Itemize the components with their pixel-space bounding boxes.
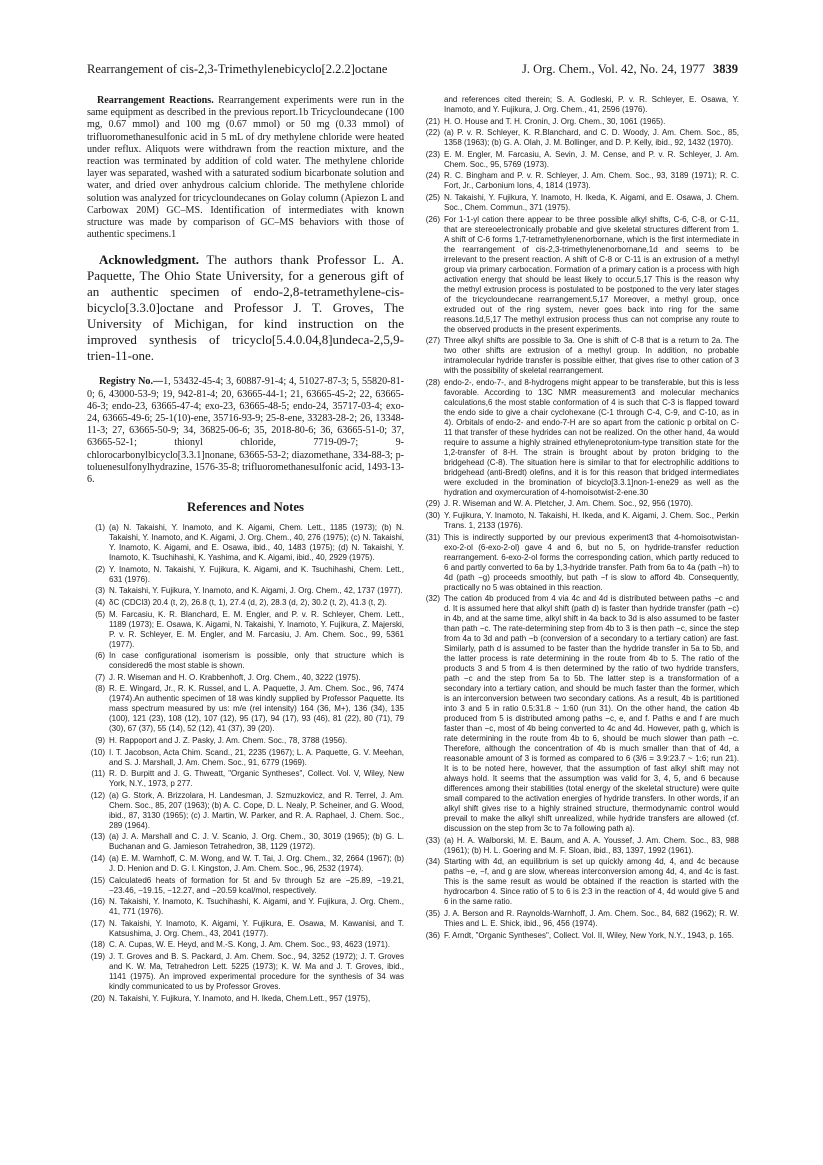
rearrangement-heading: Rearrangement Reactions.: [97, 95, 214, 106]
reference-number: (19): [90, 951, 105, 961]
rearrangement-text: Rearrangement experiments were run in the same equipment as described in the previous report.1b Tricycloundecane (100 mg, 0.67 mmol) and 100 mg (0.67 mmol) or 50 mg (0.33 mmol) of trifluoromethanesulfonic acid in 5 mL of dry methylene chloride were heated under reflux. Aliquots were withdrawn from the reaction mixture, and the reaction was terminated by addition of cold water. The methylene chloride layer was separated, washed with a saturated sodium bicarbonate solution and water, and dried over anhydrous calcium chloride. The methylene chloride solution was analyzed for tricycloundecanes on Golay column (Apiezon L and Carbowax 20M) GC–MS. Identification of intermediates with known structure was made by comparison of GC–MS behaviors with those of authentic specimens.1: [87, 95, 404, 241]
reference-text: H. Rappoport and J. Z. Pasky, J. Am. Chem. Soc., 78, 3788 (1956).: [109, 736, 348, 746]
reference-number: (28): [425, 377, 440, 387]
reference-number: (3): [95, 586, 105, 596]
reference-item: [87, 919, 404, 939]
reference-item: [87, 791, 404, 831]
acknowledgment-heading: Acknowledgment.: [99, 252, 200, 268]
reference-text: Three alkyl shifts are possible to 3a. One is shift of C-8 that is a return to 2a. The two other shifts are extrusion of a methyl group. In addition, no probable intramolecular hydride transfer is possible either, that gives rise to other cation of 3 with the possibility of skeletal rearrangement.: [444, 336, 739, 376]
reference-text: The cation 4b produced from 4 via 4c and 4d is distributed between paths −c and d. It is assumed here that alkyl shift (path d) is faster than hydride transfer (path −c) in 4b, and at the same time, alkyl shift in 4a back to 3d is also assumed to be faster than path −c. The rate-determining step from 4b to 3 is then path −c, since the step from 4a to 3d and path −b (conversion of a secondary to a tertiary cation) are fast. Similarly, path d is assumed to be faster than the hydride transfer in 5a to 5b, and the latter process is rate determining in the route from 4b to 5. The ratio of the products 3 and 5 from 4 is then determined by the ratio of two hydride transfers, path −c and the step from 5a to 5b. The latter step is a transformation of a secondary into a tertiary cation, and should be much faster than the former, which is an interconversion between two secondary cations. As a result, 4b is partitioned into 3 and 5 in ratio 0.5:31.8 ~ 1:60 (run 31). On the other hand, the cation 4b produced from 5 is distributed among paths −c, e, and f. Paths e and f are much faster than −c, most of 4b being converted to 4c and 4d. However, path g, which is rate determining in the route from 4b to 6, should be much slower than path −c. Therefore, although the concentration of 4b is much smaller than that of 4d, a reasonable amount of 3 is formed as compared to 6 (3/6 = 3.9:23.7 ~ 1:6; run 21). It is to be noted here, however, that the assumption of fast alkyl shift may not always hold. It seems that the assumption was valid for 3, 4, 5, and 6 because differences among their stabilities (total energy of the skeletal structure) were quite small compared to the activation energies of hydride transfers. In other words, if an alkyl shift gives rise to a highly strained structure, thermodynamic control would prevail to make the alkyl shift unrealized, while hydride transfers are allowed (cf. discussion on the step from 3c to 7a following path a).: [444, 594, 739, 834]
reference-text: J. T. Groves and B. S. Packard, J. Am. Chem. Soc., 94, 3252 (1972); J. T. Groves and K. W. Ma, Tetrahedron Lett. 5225 (1973); K. W. Ma and J. T. Groves, ibid., 1141 (1975). An improved experimental procedure for the synthesis of 34 was kindly communicated to us by Professor Groves.: [109, 951, 404, 991]
reference-text: Calculated6 heats of formation for 5t and 5v through 5z are −25.89, −19.21, −23.46, −19.15, −12.27, and −20.59 kcal/mol, respectively.: [109, 875, 404, 895]
reference-item: [87, 854, 404, 874]
reference-number: (35): [425, 908, 440, 918]
header-journal-citation: [522, 62, 738, 77]
reference-number: (14): [90, 853, 105, 863]
reference-text: N. Takaishi, Y. Fujikura, Y. Inamoto, and H. Ikeda, Chem.Lett., 957 (1975),: [109, 993, 371, 1003]
reference-text: δC (CDCl3) 20.4 (t, 2), 26.8 (t, 1), 27.4 (d, 2), 28.3 (d, 2), 30.2 (t, 2), 41.3 (t, 2).: [109, 598, 387, 608]
reference-number: (10): [90, 747, 105, 757]
reference-text: J. R. Wiseman and W. A. Pletcher, J. Am. Chem. Soc., 92, 956 (1970).: [444, 499, 693, 509]
reference-item: [422, 533, 739, 593]
running-header: [87, 62, 738, 80]
registry-text: 1, 53432-45-4; 3, 60887-91-4; 4, 51027-87-3; 5, 55820-81-0; 6, 43000-53-9; 19, 942-81-4; 20, 63665-44-1; 21, 63665-45-2; 22, 63665-46-3; endo-23, 63665-47-4; exo-23, 63665-48-5; endo-24, 35717-03-4; exo-24, 63665-49-6; 25-1(10)-ene, 35716-93-9; 25-8-ene, 33283-28-2; 26, 13348-11-3; 27, 63665-50-9; 34, 36825-06-6; 35, 2018-80-6; 36, 63665-51-0; 37, 63665-52-1; thionyl chloride, 7719-09-7; 9-chlorocarbonylbicyclo[3.3.1]nonane, 63665-53-2; diazomethane, 334-88-3; p-toluenesulfonylhydrazine, 1576-35-8; trifluoromethanesulfonic acid, 1493-13-6.: [87, 376, 404, 486]
references-heading: References and Notes: [186, 500, 305, 515]
reference-number: (6): [95, 651, 105, 661]
reference-item: [87, 673, 404, 683]
reference-item: [87, 736, 404, 746]
page-number: 3839: [713, 62, 738, 76]
reference-number: (4): [95, 598, 105, 608]
reference-text: H. O. House and T. H. Cronin, J. Org. Chem., 30, 1061 (1965).: [444, 116, 666, 126]
reference-text: (a) H. A. Walborski, M. E. Baum, and A. A. Youssef, J. Am. Chem. Soc., 83, 988 (1961); (b) H. L. Goering and M. F. Sloan, ibid., 83, 1397, 1992 (1961).: [444, 835, 739, 855]
reference-text: R. E. Wingard, Jr., R. K. Russel, and L. A. Paquette, J. Am. Chem. Soc., 96, 7474 (1974).An authentic specimen of 18 was kindly supplied by Professor Paquette. Its mass spectrum measured by us: m/e (rel intensity) 164 (36, M+), 136 (34), 135 (100), 121 (23), 108 (12), 107 (12), 95 (17), 94 (17), 93 (46), 81 (22), 80 (71), 79 (30), 67 (37), 55 (14), 52 (12), 41 (37), 39 (20).: [109, 684, 404, 734]
reference-number: (34): [425, 857, 440, 867]
reference-item: [87, 876, 404, 896]
reference-item: [422, 171, 739, 191]
registry-heading: Registry No.—: [99, 376, 164, 388]
reference-text: N. Takaishi, Y. Inamoto, K. Aigami, Y. Fujikura, E. Osawa, M. Kawanisi, and T. Katsushima, J. Org. Chem., 43, 2041 (1977).: [109, 918, 404, 938]
reference-number: (30): [425, 510, 440, 520]
reference-text: M. Farcasiu, K. R. Blanchard, E. M. Engler, and P. v. R. Schleyer, Chem. Lett., 1189 (1973); E. Osawa, K. Aigami, N. Takaishi, Y. Inamoto, Y. Fujikura, Z. Majerski, P. v. R. Schleyer, E. M. Engler, and M. Farcasiu, J. Am. Chem. Soc., 99, 5361 (1977).: [109, 609, 404, 649]
reference-text: C. A. Cupas, W. E. Heyd, and M.-S. Kong, J. Am. Chem. Soc., 93, 4623 (1971).: [109, 940, 391, 950]
reference-number: (23): [425, 149, 440, 159]
reference-text: and references cited therein; S. A. Godleski, P. v. R. Schleyer, E. Osawa, Y. Inamoto, and Y. Fujikura, J. Org. Chem., 41, 2596 (1976).: [444, 95, 739, 114]
reference-item: [87, 610, 404, 650]
reference-item: [87, 598, 404, 608]
reference-item: [422, 909, 739, 929]
reference-number: (29): [425, 499, 440, 509]
reference-text: N. Takaishi, Y. Fujikura, Y. Inamoto, H. Ikeda, K. Aigami, and E. Osawa, J. Chem. Soc., Chem. Commun., 371 (1975).: [444, 192, 739, 212]
reference-text: N. Takaishi, Y. Inamoto, K. Tsuchihashi, K. Aigami, and Y. Fujikura, J. Org. Chem., 41, 771 (1976).: [109, 897, 404, 917]
reference-text: R. C. Bingham and P. v. R. Schleyer, J. Am. Chem. Soc., 93, 3189 (1971); R. C. Fort, Jr., Carbonium Ions, 4, 1814 (1973).: [444, 171, 739, 191]
reference-item: [422, 499, 739, 509]
reference-text: (a) E. M. Warnhoff, C. M. Wong, and W. T. Tai, J. Org. Chem., 32, 2664 (1967); (b) J. D. Henion and D. G. I. Kingston, J. Am. Chem. Soc., 96, 2532 (1974).: [109, 853, 404, 873]
reference-number: (21): [425, 116, 440, 126]
reference-item: [87, 897, 404, 917]
reference-item: [422, 150, 739, 170]
reference-text: (a) N. Takaishi, Y. Inamoto, and K. Aigami, Chem. Lett., 1185 (1973); (b) N. Takaishi, Y. Inamoto, and K. Aigami, J. Org. Chem., 40, 276 (1975); (c) N. Takaishi, Y. Inamoto, K. Aigami, and E. Osawa, ibid., 40, 1483 (1975); (d) N. Takaishi, Y. Inamoto, K. Tsuchihashi, K. Yashima, and K. Aigami, ibid., 40, 2929 (1975).: [109, 523, 404, 563]
reference-item: [87, 748, 404, 768]
reference-item: [87, 523, 404, 563]
reference-text: J. R. Wiseman and H. O. Krabbenhoft, J. Org. Chem., 40, 3222 (1975).: [109, 672, 361, 682]
reference-number: (15): [90, 875, 105, 885]
acknowledgment-text: The authors thank Professor L. A. Paquette, The Ohio State University, for a generous gift of an authentic specimen of endo-2,8-tetramethylene-cis-bicyclo[3.3.0]octane and Professor J. T. Groves, The University of Michigan, for kind instruction on the improved synthesis of tricyclo[5.4.0.04,8]undeca-2,5,9-trien-11-one.: [87, 252, 404, 364]
reference-number: (18): [90, 940, 105, 950]
reference-item: [87, 684, 404, 734]
reference-item: [87, 769, 404, 789]
reference-number: (25): [425, 192, 440, 202]
reference-item: [422, 128, 739, 148]
reference-number: (24): [425, 171, 440, 181]
reference-number: (27): [425, 336, 440, 346]
references-list-right: [422, 95, 739, 941]
reference-item: [87, 565, 404, 585]
reference-number: (33): [425, 835, 440, 845]
reference-text: I. T. Jacobson, Acta Chim. Scand., 21, 2235 (1967); L. A. Paquette, G. V. Meehan, and S. J. Marshall, J. Am. Chem. Soc., 91, 6779 (1969).: [109, 747, 404, 767]
reference-text: (a) G. Stork, A. Brizzolara, H. Landesman, J. Szmuzkovicz, and R. Terrel, J. Am. Chem. Soc., 85, 207 (1963); (b) A. C. Cope, D. L. Nealy, P. Scheiner, and G. Wood, ibid., 87, 3130 (1965); (c) J. Martin, W. Parker, and R. A. Raphael, J. Chem. Soc., 289 (1964).: [109, 790, 404, 830]
reference-text: Starting with 4d, an equilibrium is set up quickly among 4d, 4, and 4c because paths −e, −f, and g are slow, whereas interconversion among 4d, 4, and 4c is fast. This is the same result as would be obtained if the reaction is started with the hydrocarbon 4. Since ratio of 5 to 6 is 2:3 in the reaction of 4, 4d would give 5 and 6 in the same ratio.: [444, 857, 739, 907]
reference-item: [422, 931, 739, 941]
reference-number: (2): [95, 564, 105, 574]
reference-number: (11): [91, 769, 105, 779]
reference-number: (8): [95, 684, 105, 694]
reference-item: [422, 511, 739, 531]
reference-item: [422, 594, 739, 834]
header-journal: J. Org. Chem., Vol. 42, No. 24, 1977: [521, 62, 705, 76]
reference-text: E. M. Engler, M. Farcasiu, A. Sevin, J. M. Cense, and P. v. R. Schleyer, J. Am. Chem. Soc., 95, 5769 (1973).: [444, 149, 739, 169]
reference-item: [422, 336, 739, 376]
reference-number: (5): [95, 609, 105, 619]
reference-item: [422, 836, 739, 856]
reference-item: [87, 832, 404, 852]
reference-item: [87, 651, 404, 671]
left-column: [87, 95, 404, 1005]
reference-item: [422, 117, 739, 127]
reference-item: [87, 952, 404, 992]
right-column: [422, 95, 739, 942]
references-list-left: [87, 523, 404, 1003]
reference-number: (12): [90, 790, 105, 800]
registry-paragraph: [87, 376, 404, 486]
reference-number: (1): [95, 523, 105, 533]
reference-number: (22): [425, 128, 440, 138]
reference-item: [422, 95, 739, 115]
reference-text: In case configurational isomerism is possible, only that structure which is considered6 the most stable is shown.: [109, 651, 404, 671]
reference-text: N. Takaishi, Y. Fujikura, Y. Inamoto, and K. Aigami, J. Org. Chem., 42, 1737 (1977).: [109, 586, 403, 596]
reference-item: [87, 586, 404, 596]
reference-text: F. Arndt, "Organic Syntheses", Collect. Vol. II, Wiley, New York, N.Y., 1943, p. 165.: [444, 930, 734, 940]
reference-item: [422, 857, 739, 907]
reference-number: (9): [95, 736, 105, 746]
acknowledgment-paragraph: [87, 252, 404, 364]
reference-number: (17): [90, 918, 105, 928]
reference-number: (20): [90, 993, 105, 1003]
reference-text: Y. Inamoto, N. Takaishi, Y. Fujikura, K. Aigami, and K. Tsuchihashi, Chem. Lett., 631 (1976).: [109, 564, 404, 584]
reference-item: [422, 215, 739, 335]
rearrangement-paragraph: [87, 95, 404, 241]
header-article-title: Rearrangement of cis-2,3-Trimethylenebicyclo[2.2.2]octane: [87, 62, 388, 76]
reference-text: For 1-1-yl cation there appear to be three possible alkyl shifts, C-6, C-8, or C-11, that are stereoelectronically probable and give skeletal structures different from 1. A shift of C-6 forms 1,7-tetramethylenenorbornane, which is the first intermediate in the rearrangement of cis-2,3-trimethylenenorbornane,1d and seems to be irrelevant to the present reaction. A shift of C-8 or C-11 is an extrusion of a methyl group via primary carbocation. Formation of a primary cation is a process with high activation energy that should be least likely to occur.5,17 This is the reason why the methyl extrusion process is postulated to be postponed to the very later stages of the tricycloundecane rearrangement.5,17 Moreover, a methyl group, once extruded out of the ring system, never goes back into ring for the same reasons.1d,5,17 The methyl extrusion process thus can not comprise any route to the observed products in the present experiments.: [444, 214, 739, 334]
reference-item: [87, 940, 404, 950]
reference-item: [87, 994, 404, 1004]
reference-item: [422, 378, 739, 498]
reference-number: (26): [425, 214, 440, 224]
reference-text: This is indirectly supported by our previous experiment3 that 4-homoisotwistan-exo-2-ol (6-exo-2-ol) gave 4 and 6, but no 5, on hydride-transfer reduction rearrangement. 6-exo-2-ol forms the corresponding cation, which partly reduced to 6 and partly converted to 6a by 1,3-hydride transfer. Path from 6a to 4a (path −h) to 4d (path −g) proceeds smoothly, but path −f is slow to afford 4b. Consequently, practically no 5 was obtained in this reaction.: [444, 532, 739, 592]
reference-text: endo-2-, endo-7-, and 8-hydrogens might appear to be transferable, but this is less favorable. According to 13C NMR measurement3 and molecular mechanics calculations,6 the most stable conformation of 4 is such that C-3 is flapped toward the endo side to give a chair cyclohexane (C-1 through C-4, C-9, and C-10, as in 4). Orbitals of endo-2- and endo-7-H are so apart from the cationic p orbital on C-11 that transfer of these hydrides can not be realized. On the other hand, 4a would require to assume a highly strained ethyleneprotonium-type transition state for the 1,2-transfer of 8-H. The strain is brought about by proton bridging to the bridgehead (C-8). The situation here is similar to that for electrophilic additions to bridgehead (anti-Bredt) olefins, and it is for this reason that bridged intermediates were excluded in the bromination of bicyclo[3.3.1]non-1-ene29 as well as the hydration and oxymercuration of 4-homoisotwist-2-ene.30: [444, 377, 739, 497]
reference-item: [422, 193, 739, 213]
reference-text: J. A. Berson and R. Raynolds-Warnhoff, J. Am. Chem. Soc., 84, 682 (1962); R. W. Thies and L. E. Shick, ibid., 96, 456 (1974).: [444, 908, 739, 928]
reference-number: (13): [90, 832, 105, 842]
reference-number: (16): [90, 897, 105, 907]
reference-text: (a) J. A. Marshall and C. J. V. Scanio, J. Org. Chem., 30, 3019 (1965); (b) G. L. Buchanan and G. Jamieson Tetrahedron, 38, 1129 (1972).: [109, 832, 404, 852]
reference-text: R. D. Burpitt and J. G. Thweatt, "Organic Syntheses", Collect. Vol. V, Wiley, New York, N.Y., 1973, p 277.: [109, 769, 404, 789]
reference-number: (32): [425, 594, 440, 604]
reference-text: (a) P. v. R. Schleyer, K. R.Blanchard, and C. D. Woody, J. Am. Chem. Soc., 85, 1358 (1963); (b) G. A. Olah, J. M. Bollinger, and D. P. Kelly, ibid., 92, 1432 (1970).: [444, 128, 739, 148]
reference-number: (36): [425, 930, 440, 940]
reference-text: Y. Fujikura, Y. Inamoto, N. Takaishi, H. Ikeda, and K. Aigami, J. Chem. Soc., Perkin Trans. 1, 2133 (1976).: [444, 510, 739, 530]
reference-number: (31): [425, 532, 440, 542]
reference-number: (7): [95, 672, 105, 682]
